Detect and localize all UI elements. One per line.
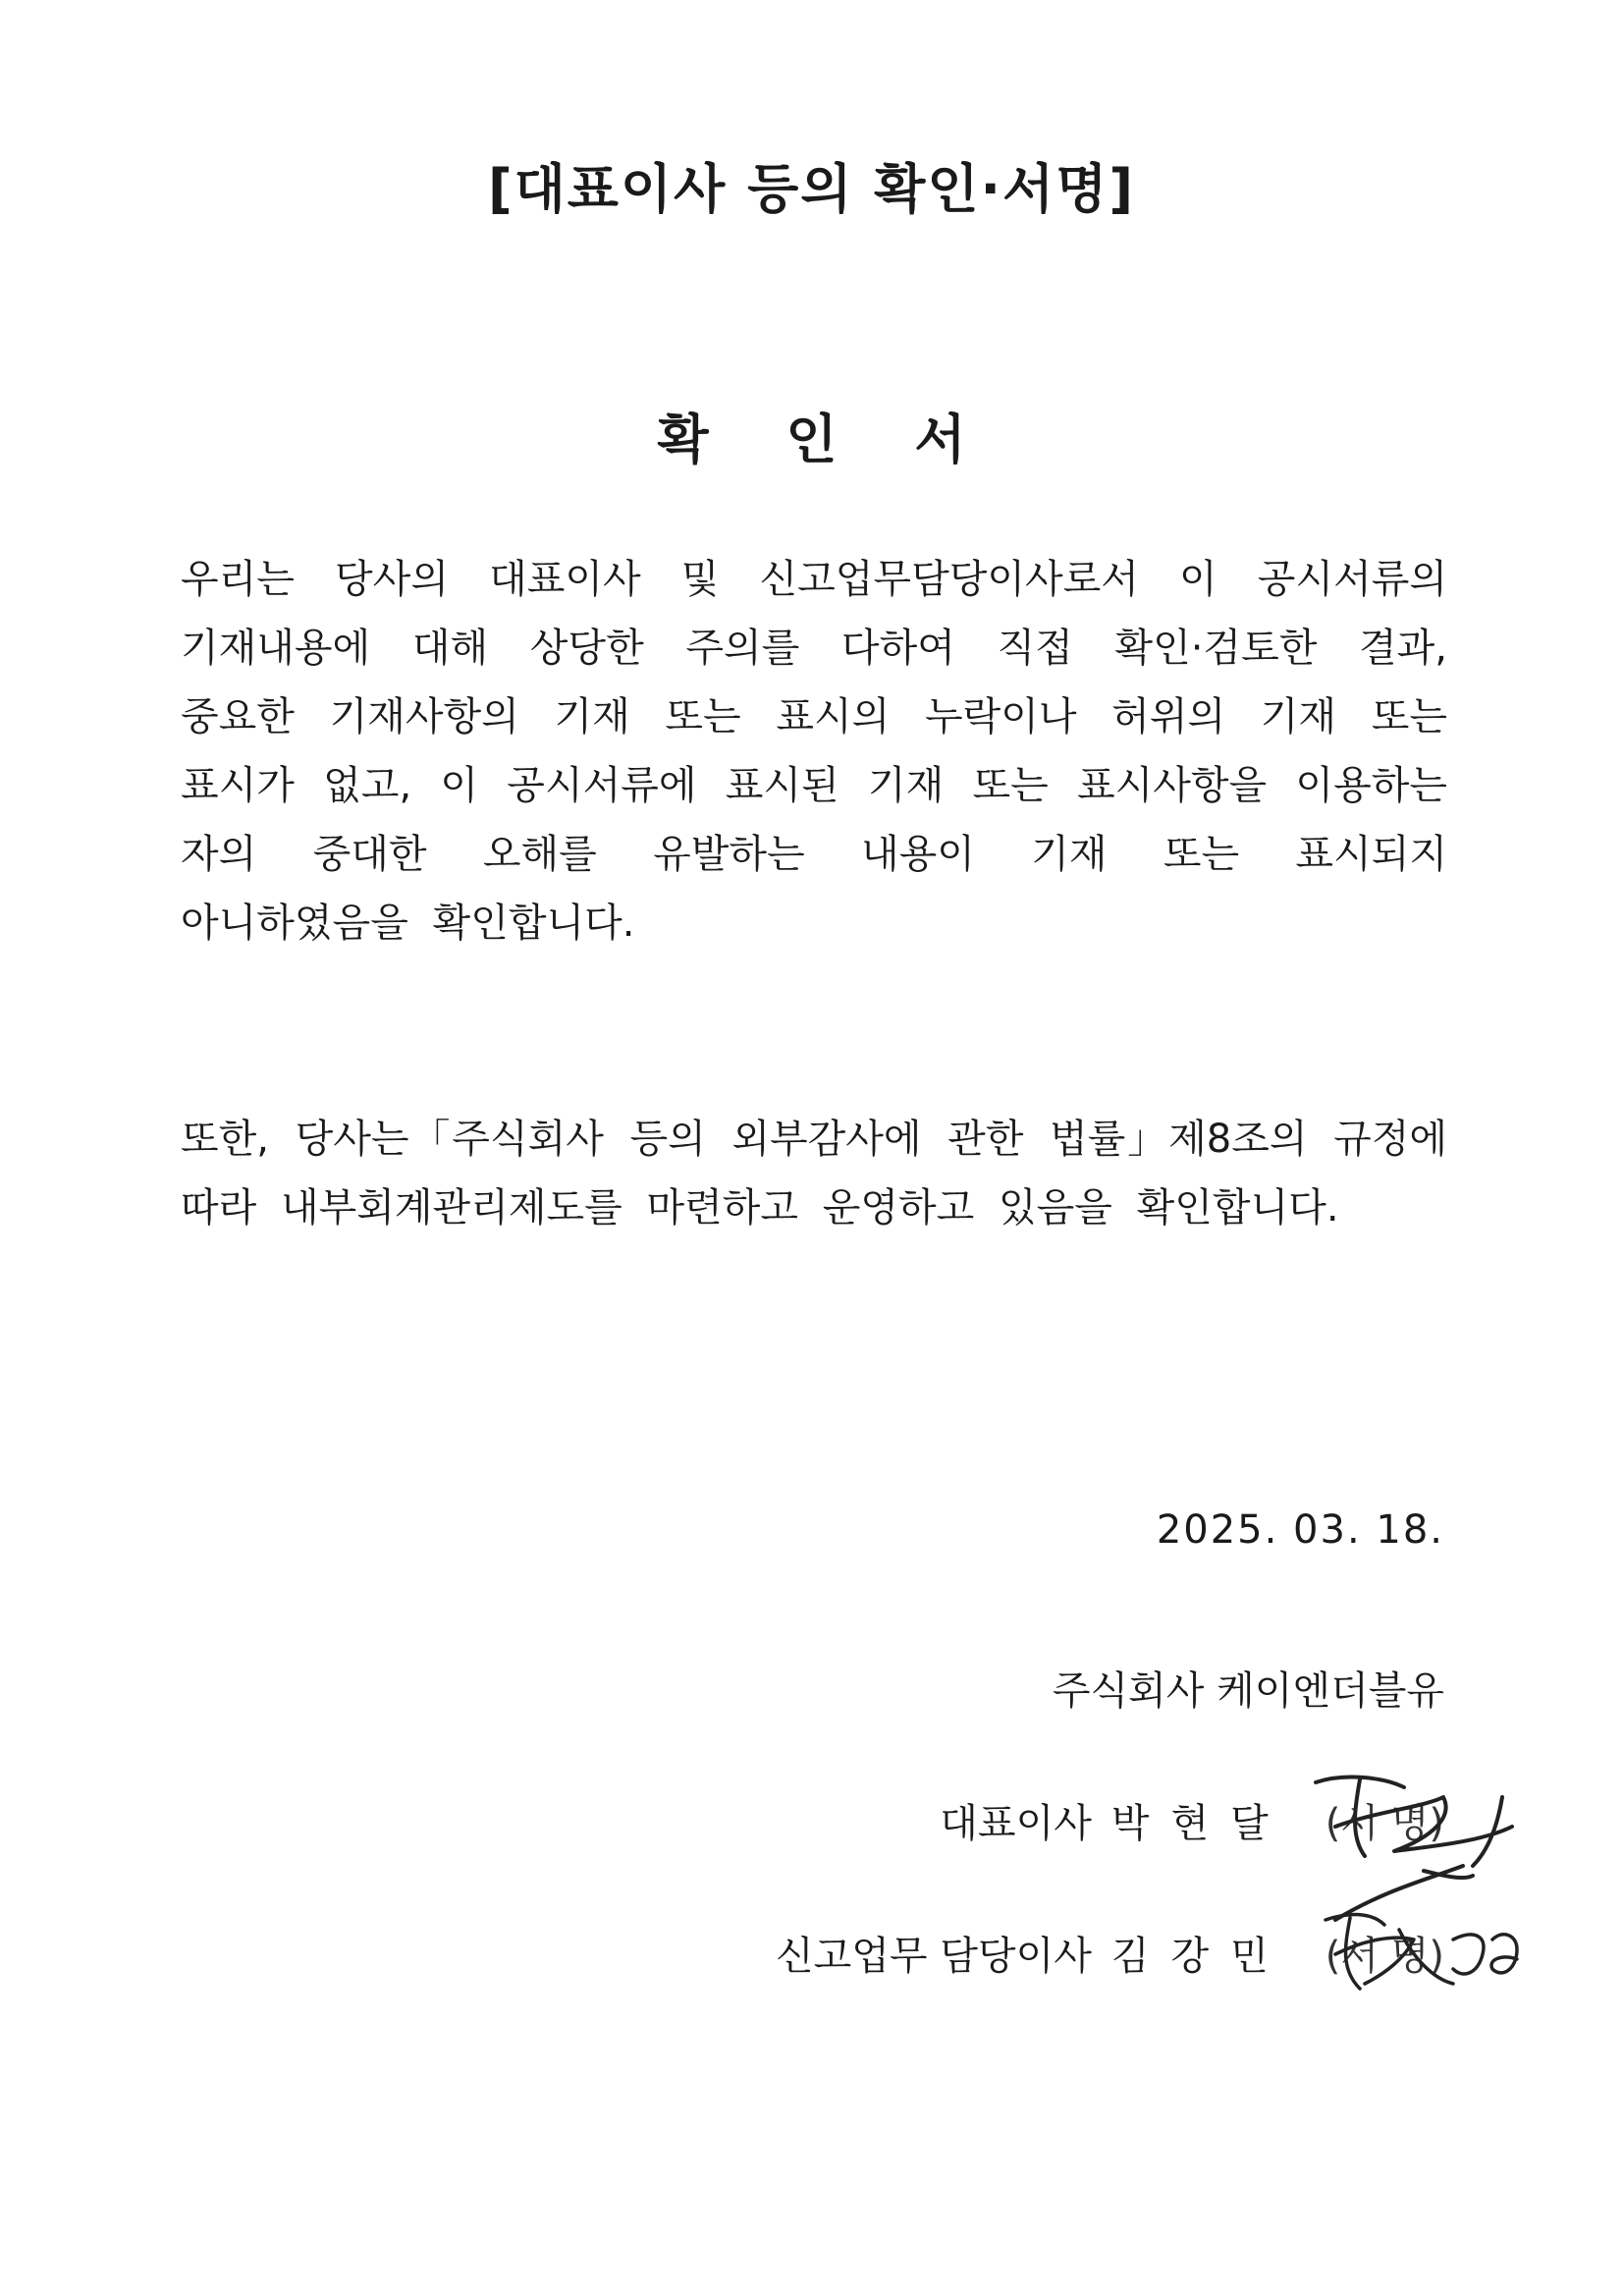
internal-control-paragraph: 또한, 당사는「주식회사 등의 외부감사에 관한 법률」제8조의 규정에 따라 내부회계관리제도를 마련하고 운영하고 있음을 확인합니다. [181,1117,1447,1230]
sign-mark: (서 명) [1325,1801,1444,1846]
confirmation-paragraph: 우리는 당사의 대표이사 및 신고업무담당이사로서 이 공시서류의 기재내용에 대해 상당한 주의를 다하여 직접 확인·검토한 결과, 중요한 기재사항의 기재 또는 표시의 누락이나 허위의 기재 또는 표시가 없고, 이 공시서류에 표시된 기재 또는 표시사항을 이용하는 자의 중대한 오해를 유발하는 내용이 기재 또는 표시되지 아니하였음을 확인합니다. [181,557,1447,946]
company-name: 주식회사 케이엔더블유 [1052,1668,1444,1714]
signer-name: 김강민 [1110,1934,1290,1979]
sign-mark: (서 명) [1325,1934,1444,1979]
signer-name: 박현달 [1110,1801,1290,1846]
signer-role: 신고업무 담당이사 [776,1934,1092,1979]
signer-ceo [940,1792,1444,1848]
document-title: 확 인 서 [657,409,996,470]
signer-disclosure-director [776,1925,1444,1981]
document-date: 2025. 03. 18. [1156,1507,1444,1553]
header-title: [대표이사 등의 확인·서명] [487,158,1136,220]
signer-role: 대표이사 [940,1801,1092,1846]
